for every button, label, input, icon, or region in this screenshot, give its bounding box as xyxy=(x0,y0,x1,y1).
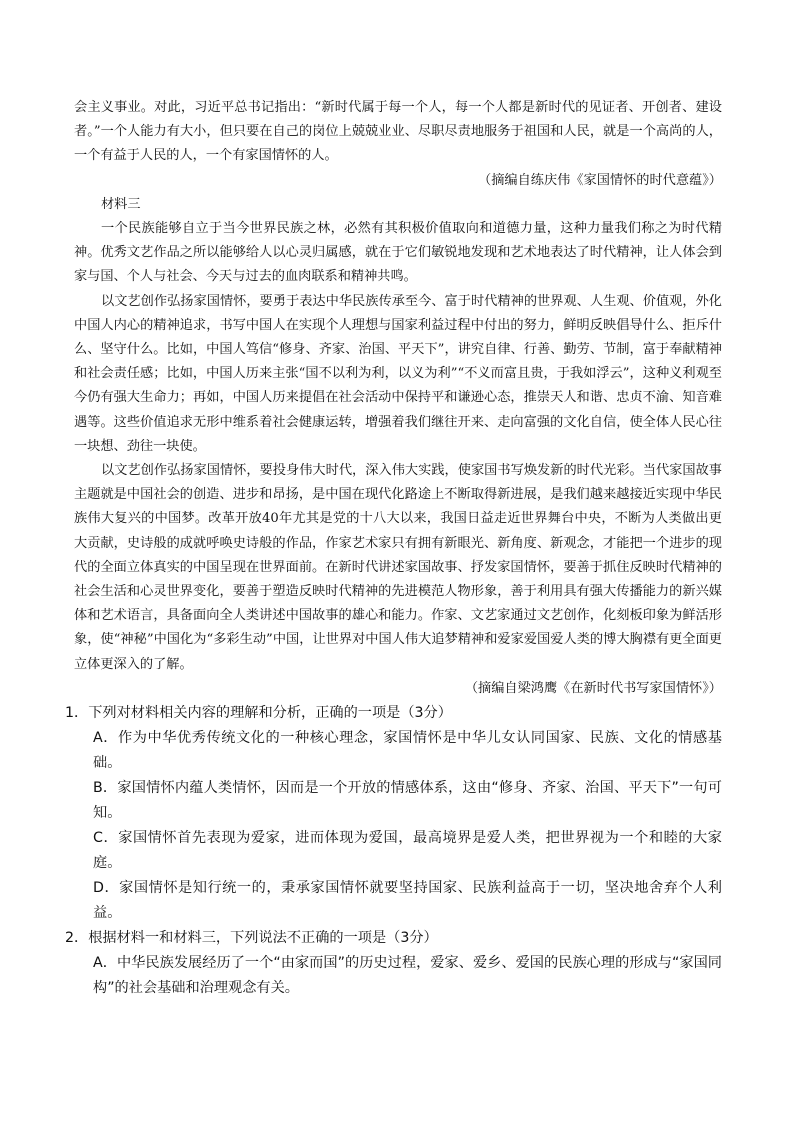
question-1-option-a[interactable]: A．作为中华优秀传统文化的一种核心理念，家国情怀是中华儿女认同国家、民族、文化的情感基础。 xyxy=(93,730,722,772)
question-1-option-d[interactable]: D．家国情怀是知行统一的，秉承家国情怀就要坚持国家、民族利益高于一切，坚决地舍弃个人利益。 xyxy=(93,880,722,922)
material-two-source: （摘编自练庆伟《家国情怀的时代意蕴》） xyxy=(478,172,722,188)
question-1-stem: 1．下列对材料相关内容的理解和分析，正确的一项是（3分） xyxy=(65,705,452,722)
question-1-option-c[interactable]: C．家国情怀首先表现为爱家，进而体现为爱国，最高境界是爱人类，把世界视为一个和睦的大家庭。 xyxy=(93,830,722,872)
question-2-option-a[interactable]: A．中华民族发展经历了一个“由家而国”的历史过程，爱家、爱乡、爱国的民族心理的形成与“家国同构”的社会基础和治理观念有关。 xyxy=(93,955,722,997)
document-page xyxy=(65,96,722,1001)
material-three-heading: 材料三 xyxy=(101,196,141,212)
material-three-source: （摘编自梁鸿鹰《在新时代书写家国情怀》） xyxy=(464,680,722,696)
question-2-stem: 2．根据材料一和材料三，下列说法不正确的一项是（3分） xyxy=(65,930,438,947)
material-two-final-paragraph: 会主义事业。对此，习近平总书记指出：“新时代属于每一个人，每一个人都是新时代的见证者、开创者、建设者。”一个人能力有大小，但只要在自己的岗位上兢兢业业、尽职尽责地服务于祖国和人民，就是一个高尚的人，一个有益于人民的人，一个有家国情怀的人。 xyxy=(74,100,722,164)
question-1-option-b[interactable]: B．家国情怀内蕴人类情怀，因而是一个开放的情感体系，这由“修身、齐家、治国、平天下”一句可知。 xyxy=(93,780,722,822)
question-1 xyxy=(65,701,722,926)
material-three-paragraph-3: 以文艺创作弘扬家国情怀，要投身伟大时代，深入伟大实践，使家国书写焕发新的时代光彩。当代家国故事主题就是中国社会的创造、进步和昂扬，是中国在现代化路途上不断取得新进展，是我们越来越接近实现中华民族伟大复兴的中国梦。改革开放40年尤其是党的十八大以来，我国日益走近世界舞台中央，不断为人类做出更大贡献，史诗般的成就呼唤史诗般的作品，作家艺术家只有拥有新眼光、新角度、新观念，才能把一个进步的现代的全面立体真实的中国呈现在世界面前。在新时代讲述家国故事、抒发家国情怀，要善于抓住反映时代精神的社会生活和心灵世界变化，要善于塑造反映时代精神的先进模范人物形象，善于利用具有强大传播能力的新兴媒体和艺术语言，具备面向全人类讲述中国故事的雄心和能力。作家、文艺家通过文艺创作，化刻板印象为鲜活形象，使“神秘”中国化为“多彩生动”中国，让世界对中国人伟大追梦精神和爱家爱国爱人类的博大胸襟有更全面更立体更深入的了解。 xyxy=(74,463,722,672)
question-2 xyxy=(65,926,722,1001)
material-three-paragraph-1: 一个民族能够自立于当今世界民族之林，必然有其积极价值取向和道德力量，这种力量我们称之为时代精神。优秀文艺作品之所以能够给人以心灵归属感，就在于它们敏锐地发现和艺术地表达了时代精神，让人体会到家与国、个人与社会、今天与过去的血肉联系和精神共鸣。 xyxy=(74,221,722,285)
material-three-paragraph-2: 以文艺创作弘扬家国情怀，要勇于表达中华民族传承至今、富于时代精神的世界观、人生观、价值观，外化中国人内心的精神追求，书写中国人在实现个人理想与国家利益过程中付出的努力，鲜明反映倡导什么、拒斥什么、坚守什么。比如，中国人笃信“修身、齐家、治国、平天下”，讲究自律、行善、勤劳、节制，富于奉献精神和社会责任感；比如，中国人历来主张“国不以利为利，以义为利”“不义而富且贵，于我如浮云”，这种义利观至今仍有强大生命力；再如，中国人历来提倡在社会活动中保持平和谦逊心态，推崇天人和谐、忠贞不渝、知音难遇等。这些价值追求无形中维系着社会健康运转，增强着我们继往开来、走向富强的文化自信，使全体人民心往一块想、劲往一块使。 xyxy=(74,293,722,454)
